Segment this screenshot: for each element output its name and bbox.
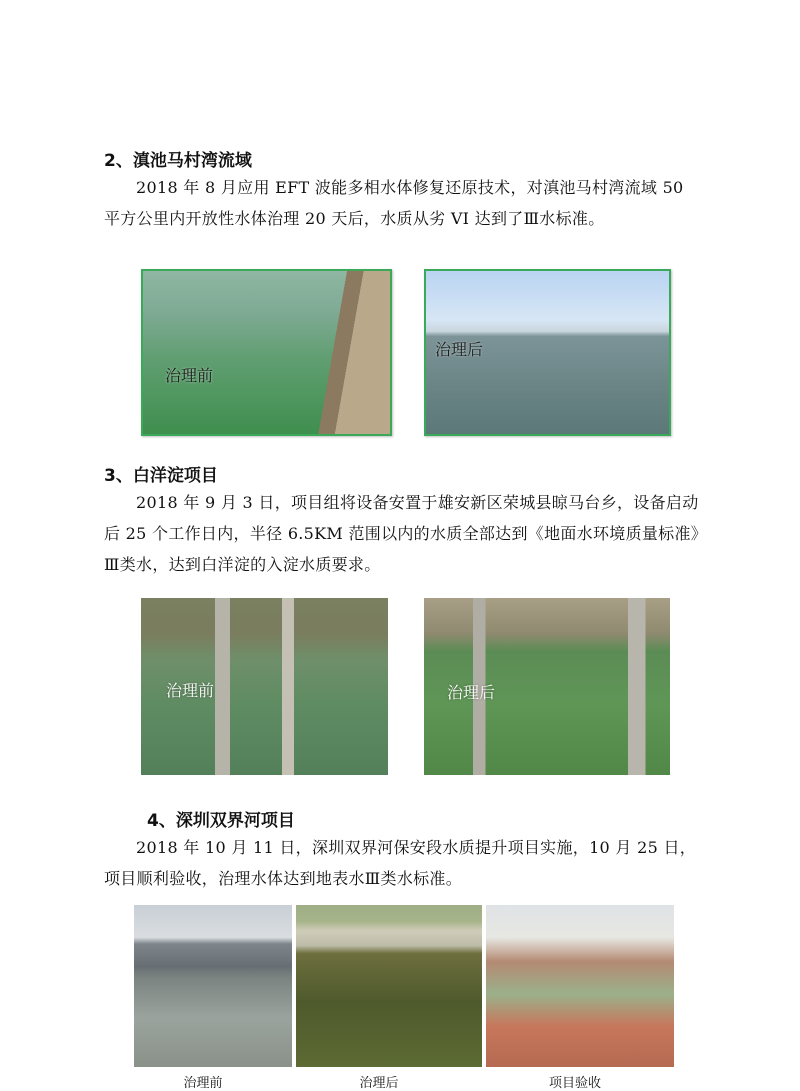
photo-dianchi-before (141, 269, 392, 436)
section-paragraph-dianchi: 2018 年 8 月应用 EFT 波能多相水体修复还原技术，对滇池马村湾流域 50 平方公里内开放性水体治理 20 天后，水质从劣 VI 达到了Ⅲ水标准。 (104, 178, 684, 228)
section-paragraph-baiyangdian: 2018 年 9 月 3 日，项目组将设备安置于雄安新区荣城县晾马台乡，设备启动后 25 个工作日内，半径 6.5KM 范围以内的水质全部达到《地面水环境质量标准》Ⅲ类水，达到白洋淀的入淀水质要求。 (104, 493, 700, 574)
photo-label-before: 治理前 (166, 681, 215, 700)
photo-baiyangdian-before (141, 598, 388, 775)
section-paragraph-shenzhen: 2018 年 10 月 11 日，深圳双界河保安段水质提升项目实施，10 月 25 日，项目顺利验收，治理水体达到地表水Ⅲ类水标准。 (104, 838, 697, 888)
caption-acceptance: 项目验收 (548, 1076, 601, 1091)
photo-shenzhen-before (134, 905, 292, 1067)
section-heading-baiyangdian: 3、白洋淀项目 (104, 466, 218, 486)
photo-shenzhen-acceptance (486, 905, 674, 1067)
caption-before: 治理前 (183, 1076, 223, 1091)
photo-dianchi-after (424, 269, 671, 436)
photo-shenzhen-after (296, 905, 482, 1067)
photo-label-after: 治理后 (447, 683, 496, 702)
photo-baiyangdian-after (424, 598, 670, 775)
photo-label-before: 治理前 (165, 366, 214, 385)
caption-after: 治理后 (359, 1076, 399, 1091)
photo-label-after: 治理后 (435, 340, 484, 359)
section-heading-shenzhen: 4、深圳双界河项目 (147, 811, 295, 831)
section-heading-dianchi: 2、滇池马村湾流域 (104, 151, 252, 171)
